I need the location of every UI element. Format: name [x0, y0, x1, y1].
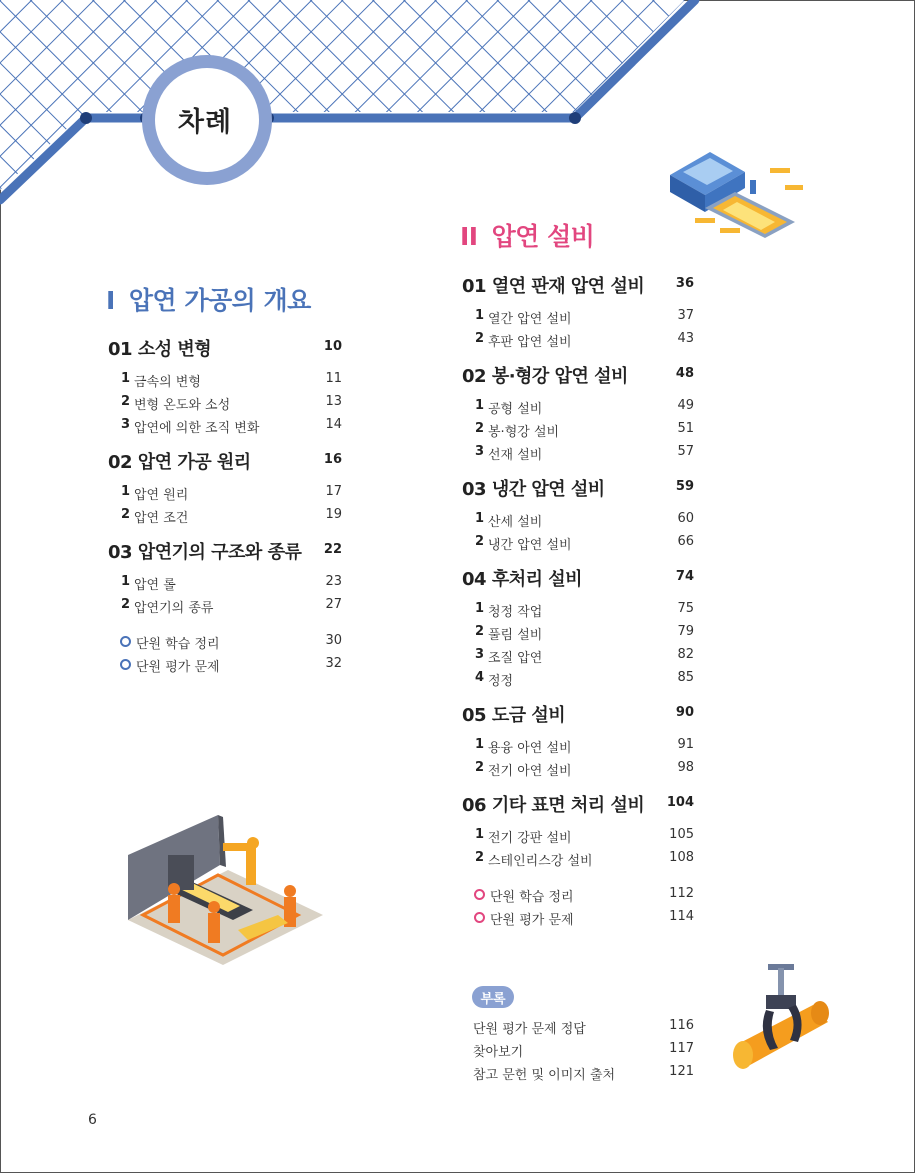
section-page: 19: [325, 507, 342, 522]
section-entry[interactable]: [462, 757, 694, 780]
section-title: 봉·형강 설비: [488, 425, 560, 440]
review-page: 32: [325, 656, 342, 671]
section-page: 11: [325, 371, 342, 386]
chapter-entry[interactable]: [462, 475, 694, 505]
appendix-entry[interactable]: [473, 1015, 694, 1038]
section-page: 79: [677, 624, 694, 639]
part1-numeral: I: [106, 286, 115, 315]
chapter-entry[interactable]: [462, 791, 694, 821]
chapter-entry[interactable]: [462, 701, 694, 731]
appendix-list: [473, 1015, 694, 1084]
section-entry[interactable]: [462, 734, 694, 757]
section-number: 1: [121, 484, 131, 499]
section-entry[interactable]: [108, 594, 342, 617]
section-number: 4: [475, 670, 485, 685]
section-title: 압연 원리: [134, 488, 189, 503]
section-number: 1: [475, 308, 485, 323]
section-number: 1: [475, 601, 485, 616]
section-title: 금속의 변형: [134, 375, 201, 390]
section-number: 3: [121, 417, 131, 432]
section-number: 1: [475, 511, 485, 526]
circle-bullet-icon: [474, 912, 485, 923]
part1-toc: [108, 335, 342, 676]
section-number: 2: [475, 534, 485, 549]
review-title: 단원 학습 정리: [490, 890, 574, 905]
section-page: 43: [677, 331, 694, 346]
section-page: 23: [325, 574, 342, 589]
chapter-page: 22: [323, 542, 342, 557]
section-title: 압연기의 종류: [134, 601, 214, 616]
section-entry[interactable]: [108, 414, 342, 437]
review-page: 114: [669, 909, 694, 924]
section-entry[interactable]: [462, 824, 694, 847]
section-entry[interactable]: [462, 328, 694, 351]
chapter-page: 74: [675, 569, 694, 584]
section-page: 27: [325, 597, 342, 612]
section-title: 청정 작업: [488, 605, 543, 620]
section-title: 압연 조건: [134, 511, 189, 526]
chapter-page: 36: [675, 276, 694, 291]
circle-bullet-icon: [120, 636, 131, 647]
section-title: 압연에 의한 조직 변화: [134, 421, 260, 436]
section-number: 3: [475, 444, 485, 459]
section-title: 변형 온도와 소성: [134, 398, 231, 413]
section-number: 2: [121, 597, 131, 612]
section-page: 108: [669, 850, 694, 865]
section-title: 압연 롤: [134, 578, 176, 593]
section-title: 열간 압연 설비: [488, 312, 572, 327]
chapter-entry[interactable]: [462, 362, 694, 392]
section-entry[interactable]: [462, 667, 694, 690]
section-entry[interactable]: [462, 847, 694, 870]
part2-heading: [460, 217, 594, 253]
chapter-title: 06 기타 표면 처리 설비: [462, 795, 645, 816]
section-title: 스테인리스강 설비: [488, 854, 593, 869]
chapter-page: 104: [666, 795, 694, 810]
section-number: 1: [475, 398, 485, 413]
section-page: 60: [677, 511, 694, 526]
rolling-mill-illustration: [665, 130, 810, 240]
chapter-title: 02 압연 가공 원리: [108, 452, 251, 473]
part2-toc: [462, 272, 694, 929]
section-page: 14: [325, 417, 342, 432]
section-page: 57: [677, 444, 694, 459]
section-entry[interactable]: [462, 441, 694, 464]
section-entry[interactable]: [108, 368, 342, 391]
section-number: 3: [475, 647, 485, 662]
chapter-title: 05 도금 설비: [462, 705, 566, 726]
factory-workers-illustration: [128, 815, 323, 975]
section-page: 17: [325, 484, 342, 499]
section-page: 75: [677, 601, 694, 616]
chapter-entry[interactable]: [462, 272, 694, 302]
section-title: 냉간 압연 설비: [488, 538, 572, 553]
section-entry[interactable]: [462, 598, 694, 621]
chapter-page: 16: [323, 452, 342, 467]
section-page: 91: [677, 737, 694, 752]
review-title: 단원 평가 문제: [490, 913, 574, 928]
section-number: 2: [475, 421, 485, 436]
appendix-title: 단원 평가 문제 정답: [473, 1022, 586, 1037]
circle-bullet-icon: [474, 889, 485, 900]
chapter-title: 03 냉간 압연 설비: [462, 479, 605, 500]
section-number: 2: [475, 760, 485, 775]
section-entry[interactable]: [108, 391, 342, 414]
section-number: 1: [121, 574, 131, 589]
appendix-entry[interactable]: [473, 1061, 694, 1084]
toc-title: 차례: [177, 107, 233, 138]
section-title: 정정: [488, 674, 514, 689]
chapter-entry[interactable]: [108, 448, 342, 478]
section-number: 2: [121, 394, 131, 409]
section-page: 105: [669, 827, 694, 842]
section-title: 후판 압연 설비: [488, 335, 572, 350]
section-title: 전기 아연 설비: [488, 764, 572, 779]
section-number: 2: [121, 507, 131, 522]
circle-bullet-icon: [120, 659, 131, 670]
appendix-title: 찾아보기: [473, 1045, 524, 1060]
page-number: 6: [88, 1112, 97, 1128]
section-title: 용융 아연 설비: [488, 741, 572, 756]
section-page: 37: [677, 308, 694, 323]
section-entry[interactable]: [108, 504, 342, 527]
review-title: 단원 평가 문제: [136, 660, 220, 675]
part1-heading: [106, 281, 311, 317]
chapter-title: 02 봉·형강 압연 설비: [462, 366, 628, 387]
chapter-entry[interactable]: [108, 538, 342, 568]
section-page: 98: [677, 760, 694, 775]
chapter-page: 59: [675, 479, 694, 494]
review-page: 112: [669, 886, 694, 901]
review-entry[interactable]: [108, 653, 342, 676]
section-number: 1: [475, 737, 485, 752]
section-number: 1: [121, 371, 131, 386]
section-entry[interactable]: [462, 508, 694, 531]
section-page: 85: [677, 670, 694, 685]
part2-numeral: II: [460, 222, 478, 251]
section-page: 49: [677, 398, 694, 413]
section-entry[interactable]: [108, 571, 342, 594]
section-number: 2: [475, 850, 485, 865]
section-title: 조질 압연: [488, 651, 543, 666]
section-page: 82: [677, 647, 694, 662]
part1-title: 압연 가공의 개요: [128, 286, 311, 315]
section-entry[interactable]: [462, 418, 694, 441]
chapter-entry[interactable]: [108, 335, 342, 365]
chapter-title: 01 소성 변형: [108, 339, 212, 360]
review-entry[interactable]: [462, 906, 694, 929]
section-title: 산세 설비: [488, 515, 543, 530]
chapter-page: 48: [675, 366, 694, 381]
chapter-entry[interactable]: [462, 565, 694, 595]
appendix-page: 121: [669, 1064, 694, 1079]
section-number: 2: [475, 624, 485, 639]
section-entry[interactable]: [462, 621, 694, 644]
section-title: 풀림 설비: [488, 628, 543, 643]
section-title: 선재 설비: [488, 448, 543, 463]
section-entry[interactable]: [462, 531, 694, 554]
chapter-title: 03 압연기의 구조와 종류: [108, 542, 302, 563]
section-number: 1: [475, 827, 485, 842]
section-entry[interactable]: [462, 395, 694, 418]
chapter-page: 10: [323, 339, 342, 354]
section-title: 공형 설비: [488, 402, 543, 417]
section-title: 전기 강판 설비: [488, 831, 572, 846]
section-entry[interactable]: [462, 644, 694, 667]
appendix-badge: 부록: [472, 986, 514, 1008]
chapter-page: 90: [675, 705, 694, 720]
review-entry[interactable]: [108, 630, 342, 653]
appendix-title: 참고 문헌 및 이미지 출처: [473, 1068, 616, 1083]
section-entry[interactable]: [108, 481, 342, 504]
chapter-title: 01 열연 판재 압연 설비: [462, 276, 645, 297]
section-page: 51: [677, 421, 694, 436]
review-title: 단원 학습 정리: [136, 637, 220, 652]
section-page: 66: [677, 534, 694, 549]
section-page: 13: [325, 394, 342, 409]
section-entry[interactable]: [462, 305, 694, 328]
pipe-clamp-illustration: [728, 960, 833, 1075]
part2-title: 압연 설비: [491, 222, 595, 251]
chapter-title: 04 후처리 설비: [462, 569, 583, 590]
review-page: 30: [325, 633, 342, 648]
review-entry[interactable]: [462, 883, 694, 906]
appendix-entry[interactable]: [473, 1038, 694, 1061]
section-number: 2: [475, 331, 485, 346]
appendix-page: 117: [669, 1041, 694, 1056]
appendix-page: 116: [669, 1018, 694, 1033]
